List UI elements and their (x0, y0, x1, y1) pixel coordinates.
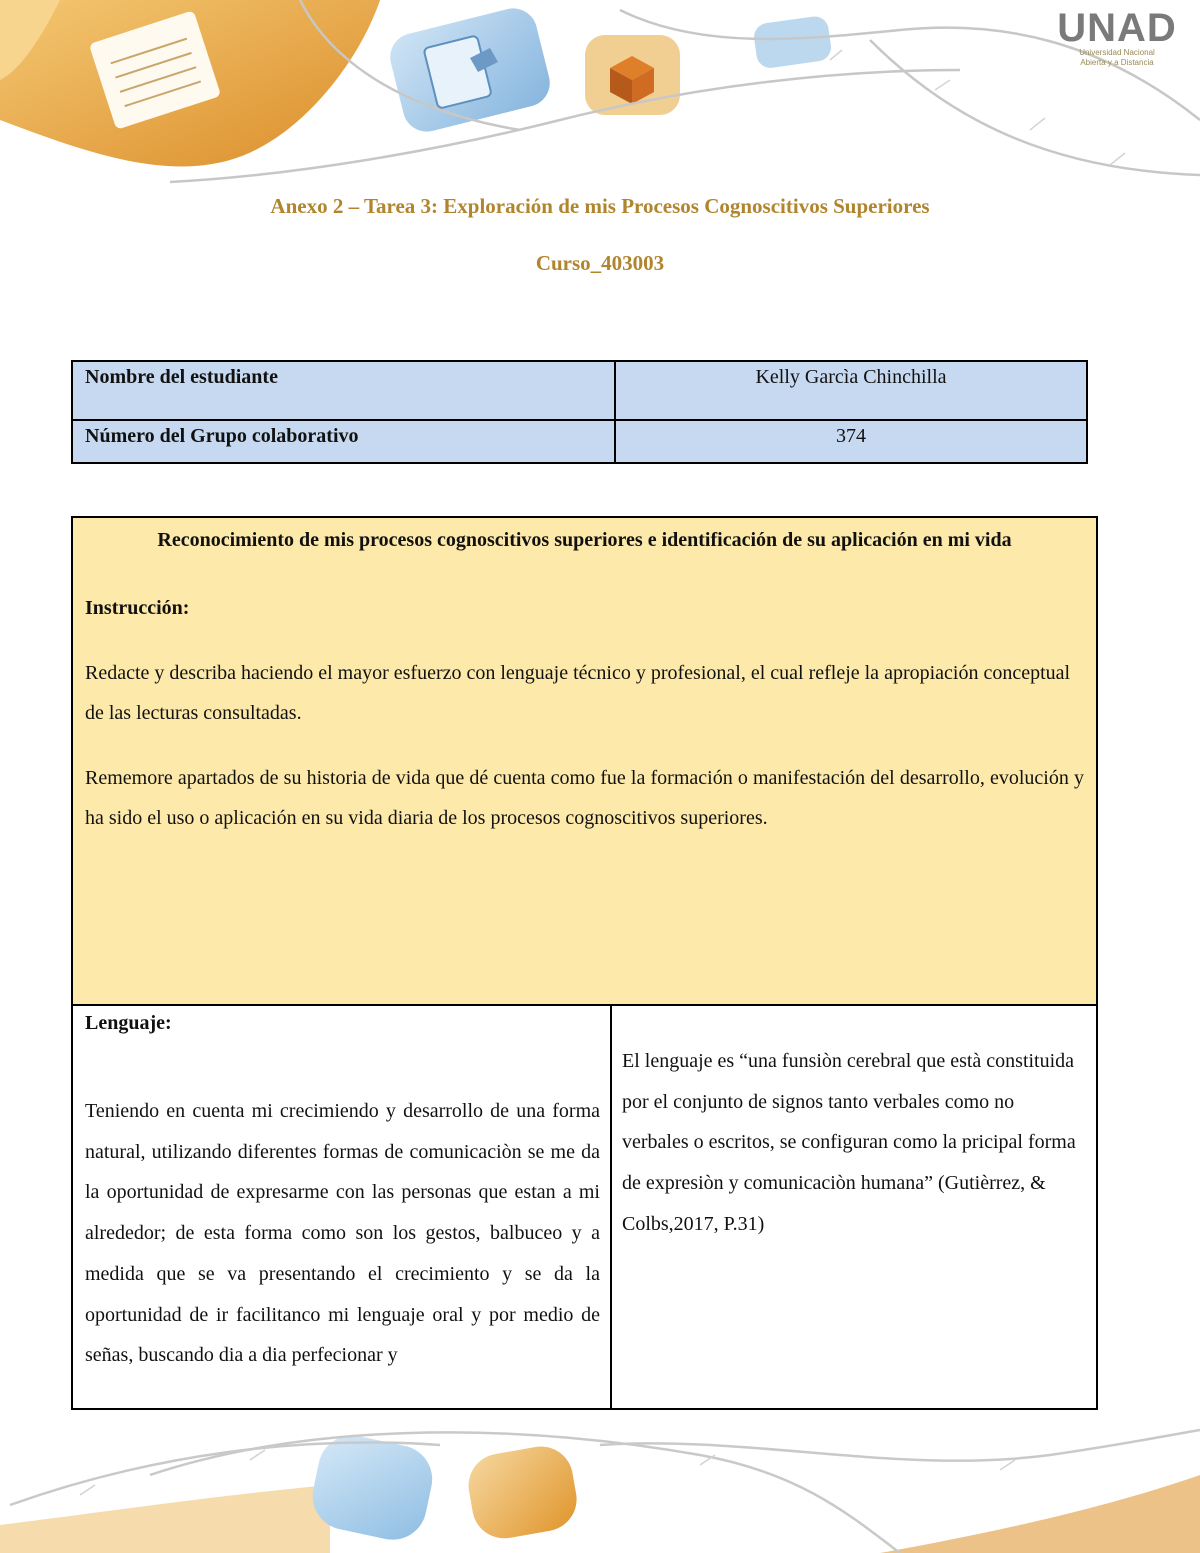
cognitive-processes-table (71, 516, 1098, 1410)
group-number-value: 374 (615, 420, 1087, 463)
instruction-cell (72, 517, 1097, 1005)
lenguaje-quote-cell (611, 1005, 1097, 1409)
document-title: Anexo 2 – Tarea 3: Exploración de mis Procesos Cognoscitivos Superiores (270, 194, 930, 218)
lenguaje-description-cell (72, 1005, 611, 1409)
instruction-label: Instrucción: (85, 597, 190, 619)
course-code: Curso_403003 (535, 251, 665, 275)
header-decoration (0, 0, 1200, 200)
student-name-label: Nombre del estudiante (72, 361, 615, 420)
unad-logo (1052, 8, 1182, 72)
student-name-value: Kelly Garcìa Chinchilla (615, 361, 1087, 420)
group-number-label: Número del Grupo colaborativo (72, 420, 615, 463)
table-row (72, 1005, 1097, 1409)
table-row (72, 517, 1097, 1005)
logo-tagline-2: Abierta y a Distancia (1080, 58, 1154, 67)
table-row (72, 361, 1087, 420)
lenguaje-text: Teniendo en cuenta mi crecimiendo y desarrollo de una forma natural, utilizando diferentes formas de comunicaciòn se me da la oportunidad de expresarme con las personas que estan a mi alrededor; de esta forma como son los gestos, balbuceo y a medida que se va presentando el crecimiento y se da la oportunidad de ir facilitanco mi lenguaje oral y por medio de señas, buscando dia a dia perfecionar y (85, 1100, 600, 1367)
instruction-paragraph-1: Redacte y describa haciendo el mayor esfuerzo con lenguaje técnico y profesional, el cual refleje la apropiación conceptual de las lecturas consultadas. (85, 662, 1071, 724)
lenguaje-heading: Lenguaje: (85, 1012, 172, 1034)
orange-shape-icon (463, 1441, 581, 1543)
clipboard-icon (385, 3, 555, 136)
table-row (72, 420, 1087, 463)
footer-decoration (0, 1415, 1200, 1553)
logo-tagline-1: Universidad Nacional (1079, 48, 1155, 57)
instruction-paragraph-2: Rememore apartados de su historia de vida que dé cuenta como fue la formación o manifestación del desarrollo, evolución y ha sido el uso o aplicación en su vida diaria de los procesos cognoscitivos superiores. (85, 767, 1084, 829)
lenguaje-quote: El lenguaje es “una funsiòn cerebral que està constituida por el conjunto de signos tanto verbales como no verbales o escritos, se configuran como la pricipal forma de expresiòn y comunicaciòn humana” (Gutièrrez, & Colbs,2017, P.31) (622, 1050, 1076, 1235)
section-heading: Reconocimiento de mis procesos cognoscitivos superiores e identificación de su aplicación en mi vida (157, 529, 1012, 551)
student-info-table (71, 360, 1088, 464)
logo-wordmark: UNAD (1057, 6, 1177, 50)
